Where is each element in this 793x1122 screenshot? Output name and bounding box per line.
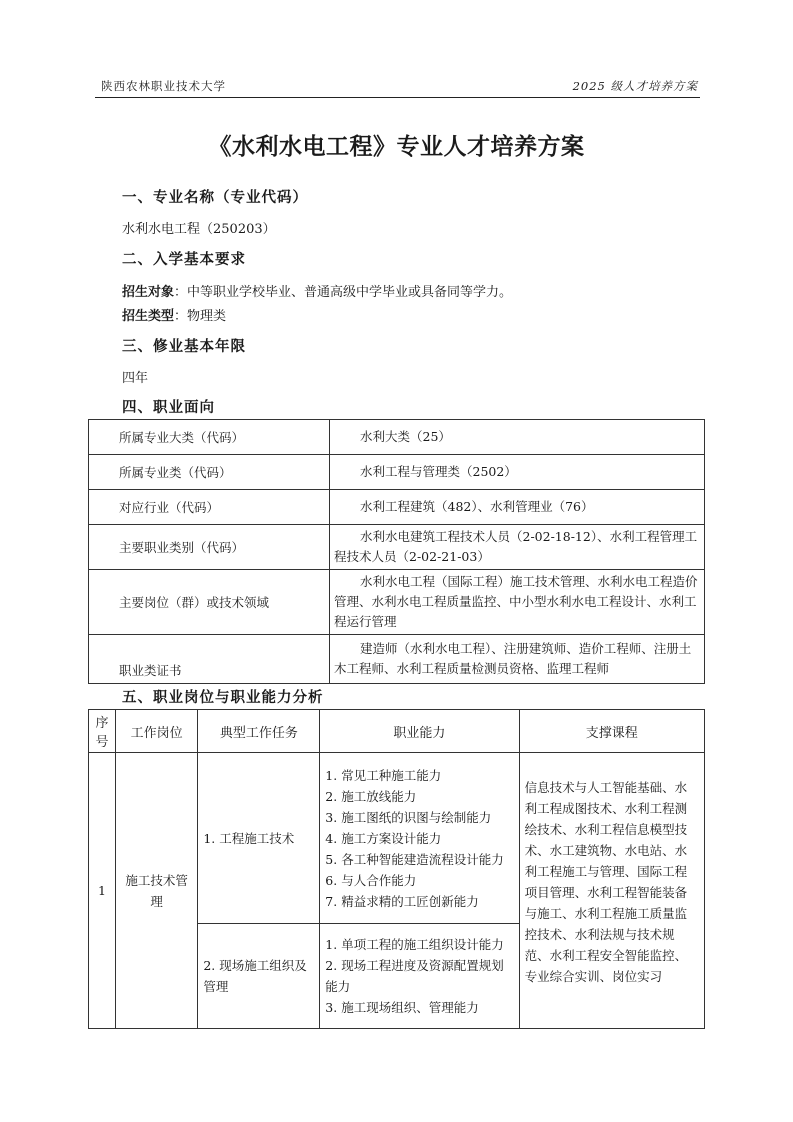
column-header-position: 工作岗位 [115, 710, 197, 753]
ability-item: 4. 施工方案设计能力 [325, 830, 442, 846]
table-header-row [89, 710, 705, 753]
ability-item: 2. 现场工程进度及资源配置规划能力 [325, 958, 504, 994]
table-row [89, 525, 705, 570]
ability-item: 5. 各工种智能建造流程设计能力 [325, 851, 504, 867]
section-2-heading: 二、入学基本要求 [122, 252, 246, 268]
row-key: 所属专业大类（代码） [89, 420, 330, 455]
ability-item: 3. 施工图纸的识图与绘制能力 [325, 809, 492, 825]
ability-item: 2. 施工放线能力 [325, 788, 417, 804]
enrollment-target-label: 招生对象 [122, 285, 175, 300]
row-key: 主要岗位（群）或技术领域 [89, 570, 330, 635]
job-ability-table [88, 709, 705, 1029]
row-key: 主要职业类别（代码） [89, 525, 330, 570]
row-value: 建造师（水利水电工程）、注册建筑师、造价工程师、注册土木工程师、水利工程质量检测员资格、监理工程师 [330, 635, 705, 684]
row-task: 2. 现场施工组织及管理 [198, 924, 320, 1029]
enrollment-target [122, 281, 512, 300]
ability-item: 1. 常见工种施工能力 [325, 767, 442, 783]
column-header-task: 典型工作任务 [198, 710, 320, 753]
header-school-name: 陕西农林职业技术大学 [101, 79, 226, 93]
column-header-ability: 职业能力 [320, 710, 519, 753]
table-row [89, 570, 705, 635]
row-task: 1. 工程施工技术 [198, 753, 320, 924]
ability-item: 6. 与人合作能力 [325, 872, 417, 888]
header-plan-name: 2025 级人才培养方案 [572, 79, 698, 93]
table-row [89, 635, 705, 684]
row-value: 水利工程建筑（482）、水利管理业（76） [330, 490, 705, 525]
row-value: 水利水电工程（国际工程）施工技术管理、水利水电工程造价管理、水利水电工程质量监控、中小型水利水电工程设计、水利工程运行管理 [330, 570, 705, 635]
row-seq: 1 [89, 753, 116, 1029]
column-header-courses: 支撑课程 [519, 710, 704, 753]
enrollment-target-value: ：中等职业学校毕业、普通高级中学毕业或具备同等学力。 [174, 285, 513, 300]
table-row [89, 753, 705, 924]
column-header-seq: 序号 [89, 710, 116, 753]
table-row [89, 420, 705, 455]
enrollment-type [122, 305, 226, 324]
row-value: 水利水电建筑工程技术人员（2-02-18-12）、水利工程管理工程技术人员（2-02-21-03） [330, 525, 705, 570]
section-1-heading: 一、专业名称（专业代码） [122, 190, 308, 206]
row-courses: 信息技术与人工智能基础、水利工程成图技术、水利工程测绘技术、水利工程信息模型技术、水工建筑物、水电站、水利工程施工与管理、国际工程项目管理、水利工程智能装备与施工、水利工程施工质量监控技术、水利法规与技术规范、水利工程安全智能监控、专业综合实训、岗位实习 [519, 753, 704, 1029]
row-key: 对应行业（代码） [89, 490, 330, 525]
row-abilities [320, 924, 519, 1029]
section-3-heading: 三、修业基本年限 [122, 339, 246, 355]
section-5-heading: 五、职业岗位与职业能力分析 [122, 690, 324, 706]
page-header [95, 77, 700, 98]
table-row [89, 490, 705, 525]
major-name-code: 水利水电工程（250203） [122, 222, 276, 237]
ability-item: 3. 施工现场组织、管理能力 [325, 1000, 479, 1015]
row-key: 所属专业类（代码） [89, 455, 330, 490]
row-value: 水利大类（25） [330, 420, 705, 455]
enrollment-type-label: 招生类型 [122, 309, 175, 324]
ability-item: 1. 单项工程的施工组织设计能力 [325, 937, 504, 952]
study-duration: 四年 [122, 371, 149, 386]
enrollment-type-value: ：物理类 [174, 309, 227, 324]
row-position: 施工技术管理 [115, 753, 197, 1029]
career-orientation-table [88, 419, 705, 684]
ability-item: 7. 精益求精的工匠创新能力 [325, 893, 479, 909]
document-title: 《水利水电工程》专业人才培养方案 [208, 133, 585, 160]
section-4-heading: 四、职业面向 [122, 400, 215, 416]
row-value: 水利工程与管理类（2502） [330, 455, 705, 490]
table-row [89, 455, 705, 490]
row-key: 职业类证书 [89, 635, 330, 684]
row-abilities [320, 753, 519, 924]
